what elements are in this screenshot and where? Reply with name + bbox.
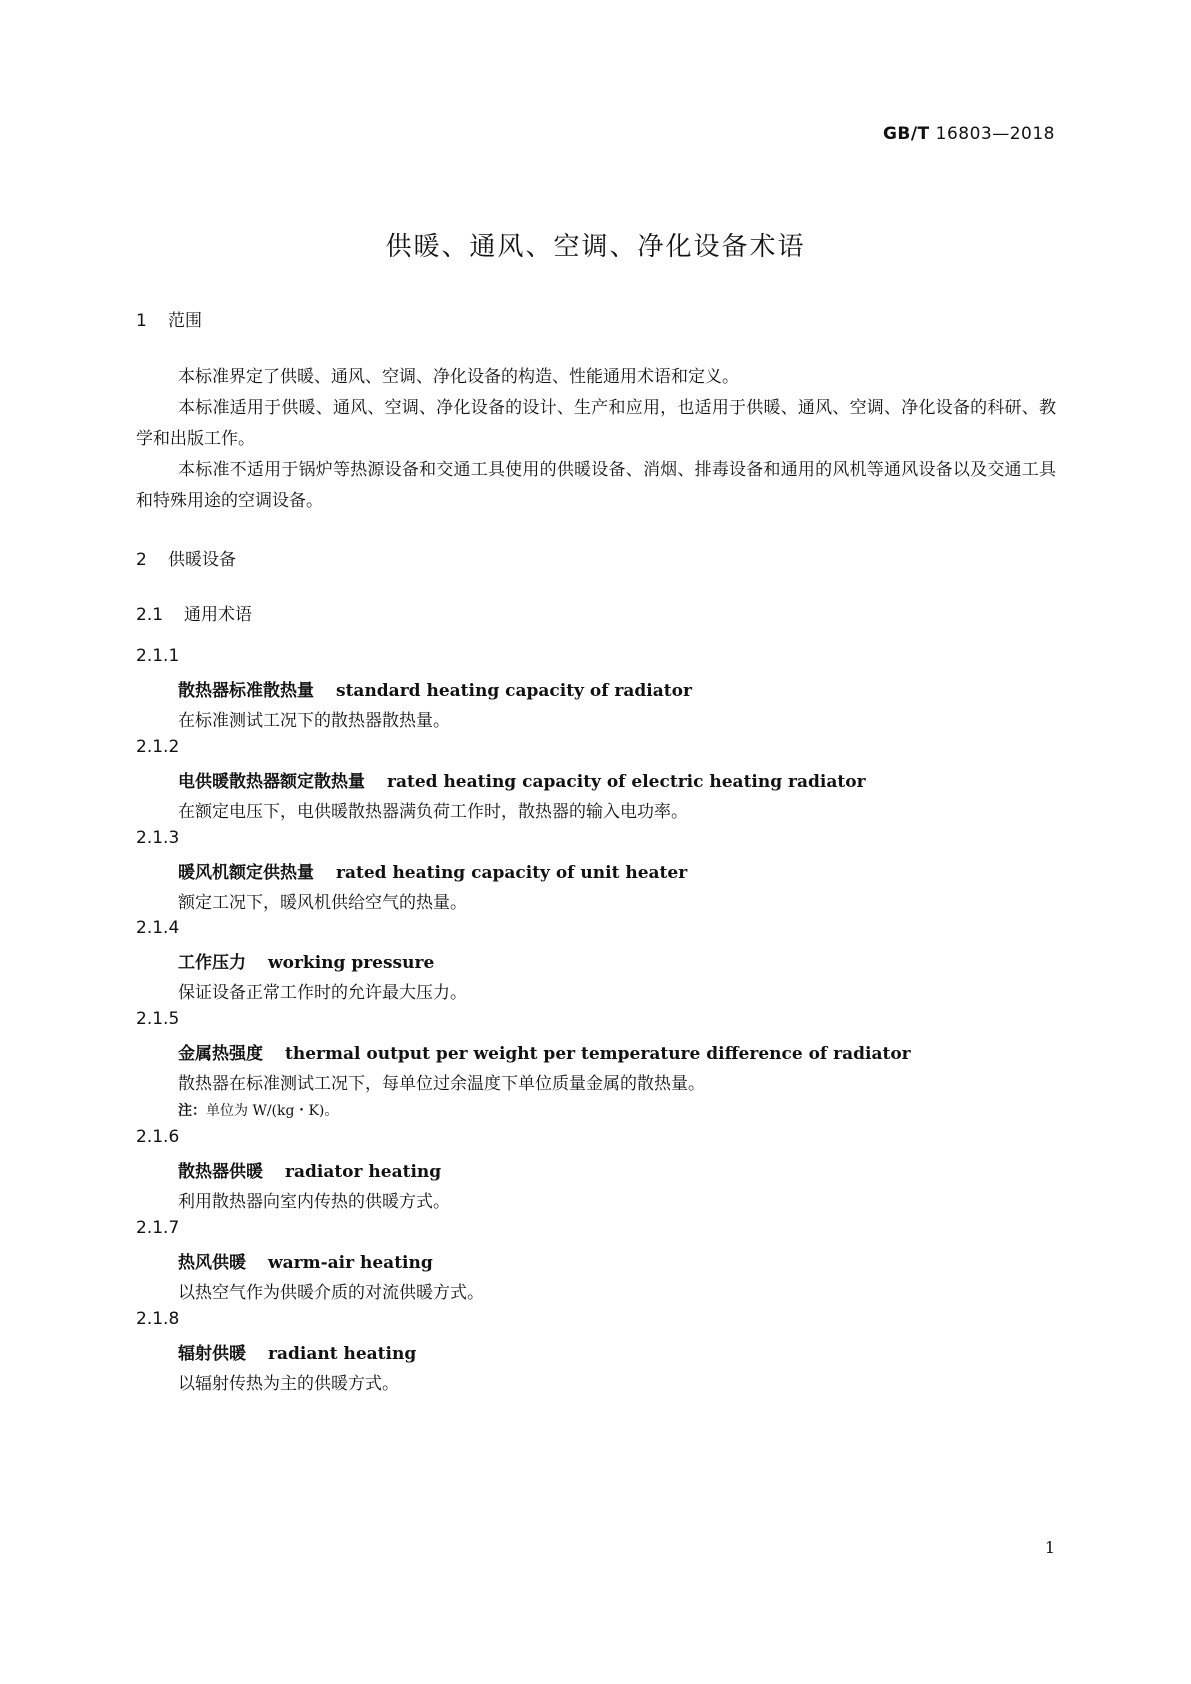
term-en: working pressure: [268, 953, 435, 973]
term-definition: 在标准测试工况下的散热器散热量。: [178, 711, 450, 731]
section-2-heading: [136, 545, 236, 570]
page-title: 供暖、通风、空调、净化设备术语: [385, 232, 806, 262]
term-zh: 金属热强度: [178, 1044, 263, 1064]
clause-number: 2.1.2: [136, 737, 180, 757]
clause-number: 2.1.8: [136, 1309, 180, 1329]
clause-number: 2.1.6: [136, 1127, 180, 1147]
subsection-number: 2.1: [136, 605, 164, 625]
section-1-body: [136, 362, 1056, 517]
term-entry: [178, 676, 692, 701]
term-zh: 电供暖散热器额定散热量: [178, 772, 365, 792]
term-note: [178, 1100, 338, 1120]
term-en: radiator heating: [285, 1162, 442, 1182]
clause-number: 2.1.4: [136, 918, 180, 938]
term-entry: [178, 1339, 416, 1364]
section-1-heading: [136, 306, 202, 331]
term-zh: 热风供暖: [178, 1253, 246, 1273]
term-definition: 在额定电压下，电供暖散热器满负荷工作时，散热器的输入电功率。: [178, 802, 688, 822]
term-definition: 以辐射传热为主的供暖方式。: [178, 1374, 399, 1394]
term-entry: [178, 858, 687, 883]
term-entry: [178, 948, 434, 973]
term-en: thermal output per weight per temperature difference of radiator: [285, 1044, 911, 1064]
section-title: 范围: [168, 311, 202, 331]
standard-prefix: GB/T: [882, 124, 930, 144]
document-code: [883, 124, 1055, 144]
term-definition: 利用散热器向室内传热的供暖方式。: [178, 1192, 450, 1212]
clause-number: 2.1.7: [136, 1218, 180, 1238]
paragraph: 本标准适用于供暖、通风、空调、净化设备的设计、生产和应用，也适用于供暖、通风、空调、净化设备的科研、教学和出版工作。: [136, 398, 1056, 449]
paragraph: 本标准不适用于锅炉等热源设备和交通工具使用的供暖设备、消烟、排毒设备和通用的风机等通风设备以及交通工具和特殊用途的空调设备。: [136, 460, 1056, 511]
section-number: 1: [136, 311, 147, 331]
term-en: warm-air heating: [268, 1253, 433, 1273]
standard-number: 16803—2018: [935, 124, 1055, 144]
note-text: 单位为 W/(kg・K)。: [206, 1103, 339, 1119]
term-entry: [178, 1248, 433, 1273]
term-zh: 工作压力: [178, 953, 246, 973]
term-zh: 散热器标准散热量: [178, 681, 314, 701]
page-number: 1: [1044, 1538, 1055, 1557]
term-definition: 额定工况下，暖风机供给空气的热量。: [178, 893, 467, 913]
paragraph: 本标准界定了供暖、通风、空调、净化设备的构造、性能通用术语和定义。: [178, 367, 739, 387]
section-title: 供暖设备: [168, 550, 236, 570]
clause-number: 2.1.5: [136, 1009, 180, 1029]
subsection-2-1-heading: [136, 600, 252, 625]
term-entry: [178, 1157, 441, 1182]
term-en: radiant heating: [268, 1344, 417, 1364]
term-en: rated heating capacity of unit heater: [336, 863, 688, 883]
term-zh: 散热器供暖: [178, 1162, 263, 1182]
term-definition: 以热空气作为供暖介质的对流供暖方式。: [178, 1283, 484, 1303]
term-en: standard heating capacity of radiator: [336, 681, 692, 701]
term-zh: 辐射供暖: [178, 1344, 246, 1364]
term-zh: 暖风机额定供热量: [178, 863, 314, 883]
term-entry: [178, 1039, 911, 1064]
clause-number: 2.1.3: [136, 828, 180, 848]
term-en: rated heating capacity of electric heating radiator: [387, 772, 866, 792]
term-definition: 散热器在标准测试工况下，每单位过余温度下单位质量金属的散热量。: [178, 1074, 705, 1094]
term-definition: 保证设备正常工作时的允许最大压力。: [178, 983, 467, 1003]
subsection-title: 通用术语: [184, 605, 252, 625]
section-number: 2: [136, 550, 147, 570]
term-entry: [178, 767, 866, 792]
clause-number: 2.1.1: [136, 646, 180, 666]
note-label: 注：: [178, 1103, 206, 1119]
